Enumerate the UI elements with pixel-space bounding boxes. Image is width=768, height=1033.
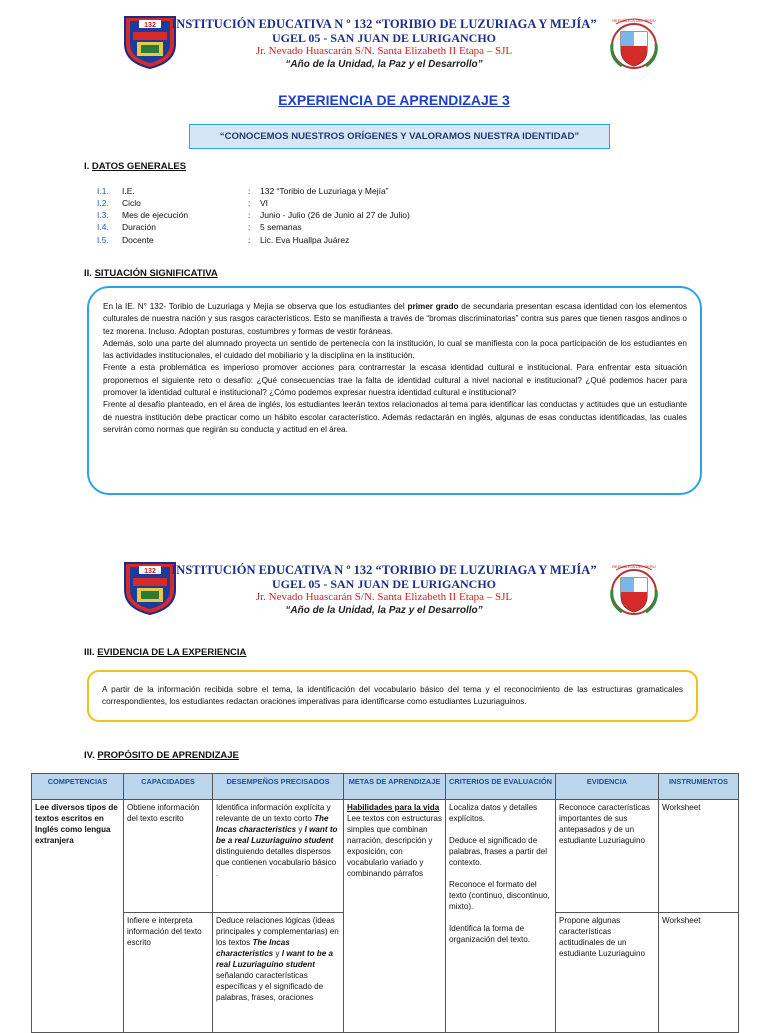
section-title: PROPÓSITO DE APRENDIZAJE: [97, 750, 239, 761]
row-value: Junio - Julio (26 de Junio al 27 de Julio): [260, 210, 410, 220]
paragraph: En la IE. N° 132- Toribio de Luzuriaga y Mejía se observa que los estudiantes del primer grado de secundaria presentan escasa identidad con los elementos culturales de nuestra nación y sus rasgos característicos. Esto se manifiesta a través de “bromas discriminatorias” contra sus pares que tienen rasgos andinos o tez morena. Incluso. Adoptan posturas, costumbres y formas de vestir foráneas.: [103, 302, 687, 336]
section-title: SITUACIÓN SIGNIFICATIVA: [94, 268, 218, 279]
school-name: INSTITUCIÓN EDUCATIVA N º 132 “TORIBIO DE LUZURIAGA Y MEJÍA”: [171, 563, 597, 577]
row-label: Duración: [122, 222, 157, 232]
row-value: Lic. Eva Huallpa Juárez: [260, 235, 350, 245]
page-header: [0, 560, 768, 630]
instrumento-cell: Worksheet: [659, 800, 739, 913]
section-heading-evidencia: [84, 647, 246, 658]
row-number: I.5.: [97, 235, 109, 245]
capacidad-cell: Infiere e interpreta información del texto escrito: [124, 913, 213, 1033]
ugel-name: UGEL 05 - SAN JUAN DE LURIGANCHO: [271, 577, 497, 591]
row-colon: :: [248, 235, 251, 245]
column-header: DESEMPEÑOS PRECISADOS: [213, 774, 344, 800]
row-label: Mes de ejecución: [122, 210, 189, 220]
instrumento-cell: Worksheet: [659, 913, 739, 1033]
section-heading-situacion: [84, 268, 218, 279]
school-address: Jr. Nevado Huascarán S/N. Santa Elizabeth II Etapa – SJL: [255, 591, 513, 603]
row-value: 132 “Toribio de Luzuriaga y Mejía”: [260, 186, 389, 196]
section-heading-datos: [84, 161, 186, 172]
table-header-row: [32, 774, 739, 800]
paragraph: Además, solo una parte del alumnado proyecta un sentido de pertenecía con la institución, lo cual se manifiesta con la poca participación de los estudiantes en las actividades institucionales, el cuidado del mobiliario y la disciplina en la institución.: [103, 338, 687, 361]
row-label: Ciclo: [122, 198, 141, 208]
row-colon: :: [248, 186, 251, 196]
page-header: [0, 14, 768, 84]
badge-number: 132: [144, 22, 156, 29]
column-header: EVIDENCIA: [556, 774, 659, 800]
column-header: CAPACIDADES: [124, 774, 213, 800]
seal-text: REPÚBLICA DEL PERÚ: [612, 18, 656, 23]
row-number: I.2.: [97, 198, 109, 208]
peru-seal-icon: [608, 560, 660, 618]
seal-text: REPÚBLICA DEL PERÚ: [612, 564, 656, 569]
desempeno-cell: Deduce relaciones lógicas (ideas principales y complementarias) en los textos The Incas characteristics y I want to be a real Luzuriaguino student señalando características específicas y el significado de palabras, frases, oraciones: [213, 913, 344, 1033]
evidencia-text: A partir de la información recibida sobre el tema, la identificación del vocabulario básico del tema y el reconocimiento de las estructuras gramaticales correspondientes, los estudiantes redactan oraciones imperativas para identificarse como estudiantes Luzuriaguinos.: [102, 685, 683, 707]
column-header: INSTRUMENTOS: [659, 774, 739, 800]
section-number: IV.: [84, 750, 95, 761]
year-motto: “Año de la Unidad, la Paz y el Desarrollo”: [285, 605, 483, 616]
experience-subtitle: “CONOCEMOS NUESTROS ORÍGENES Y VALORAMOS NUESTRA IDENTIDAD”: [219, 131, 580, 142]
row-number: I.4.: [97, 222, 109, 232]
section-title: EVIDENCIA DE LA EXPERIENCIA: [97, 647, 247, 658]
row-colon: :: [248, 198, 251, 208]
row-colon: :: [248, 222, 251, 232]
year-motto: “Año de la Unidad, la Paz y el Desarrollo”: [285, 59, 483, 70]
row-value: VI: [260, 198, 269, 208]
subtitle-box: [189, 124, 610, 149]
evidencia-cell: Propone algunas características actitudinales de un estudiante Luzuriaguino: [556, 913, 659, 1033]
paragraph: Frente al desafío planteado, en el área de inglés, los estudiantes leerán textos relacionados al tema para identificar las conductas y actitudes que un estudiante de nuestra institución debe practicar como un hábito escolar característico. Además redactarán en inglés, algunas de esas conductas identificadas, las cuales servirán como normas que regirán su conducta y actitud en el área.: [103, 400, 687, 434]
competencia-cell: Lee diversos tipos de textos escritos en Inglés como lengua extranjera: [32, 800, 124, 1033]
desempeno-cell: Identifica información explícita y relevante de un texto corto The Incas characteristics y I want to be a real Luzuriaguino student distinguiendo detalles dispersos que contienen vocabulario básico .: [213, 800, 344, 913]
situacion-text: [103, 301, 687, 436]
row-value: 5 semanas: [260, 222, 302, 232]
evidencia-box: [87, 670, 698, 722]
section-heading-proposito: [84, 750, 239, 761]
ugel-name: UGEL 05 - SAN JUAN DE LURIGANCHO: [271, 31, 497, 45]
row-label: I.E.: [122, 186, 135, 196]
column-header: METAS DE APRENDIZAJE: [344, 774, 446, 800]
section-title: DATOS GENERALES: [91, 161, 187, 172]
badge-number: 132: [144, 568, 156, 575]
column-header: CRITERIOS DE EVALUACIÓN: [446, 774, 556, 800]
row-number: I.1.: [97, 186, 109, 196]
school-address: Jr. Nevado Huascarán S/N. Santa Elizabeth II Etapa – SJL: [255, 45, 513, 57]
page-title: EXPERIENCIA DE APRENDIZAJE 3: [278, 92, 510, 108]
criterios-cell: Localiza datos y detalles explícitos. Deduce el significado de palabras, frases a partir del contexto. Reconoce el formato del texto (continuo, discontinuo, mixto). Identifica la forma de organización del texto.: [446, 800, 556, 1033]
row-number: I.3.: [97, 210, 109, 220]
column-header: COMPETENCIAS: [32, 774, 124, 800]
evidencia-cell: Reconoce características importantes de sus antepasados y de un estudiante Luzuriaguino: [556, 800, 659, 913]
metas-cell: Habilidades para la vida Lee textos con estructuras simples que combinan narración, descripción y exposición, con vocabulario variado y combinando párrafos: [344, 800, 446, 1033]
row-colon: :: [248, 210, 251, 220]
peru-seal-icon: [608, 14, 660, 72]
capacidad-cell: Obtiene información del texto escrito: [124, 800, 213, 913]
learning-purpose-table: [31, 773, 739, 1033]
section-number: III.: [84, 647, 95, 658]
section-number: II.: [84, 268, 92, 279]
school-name: INSTITUCIÓN EDUCATIVA N º 132 “TORIBIO DE LUZURIAGA Y MEJÍA”: [171, 17, 597, 31]
paragraph: Frente a esta problemática es imperioso promover acciones para contrarrestar la escasa identidad cultural e institucional. Para enfrentar esta situación proponemos el siguiente reto o desafío: ¿Qué consecuencias trae la falta de identidad cultural a nivel nacional e institucional? ¿Qué podemos hacer para promover la identidad cultural e institucional? ¿Cómo podemos expresar nuestra identidad cultural e institucional?: [103, 363, 687, 398]
table-row: [32, 800, 739, 913]
row-label: Docente: [122, 235, 154, 245]
section-number: I.: [84, 161, 90, 172]
situacion-box: [87, 286, 702, 495]
